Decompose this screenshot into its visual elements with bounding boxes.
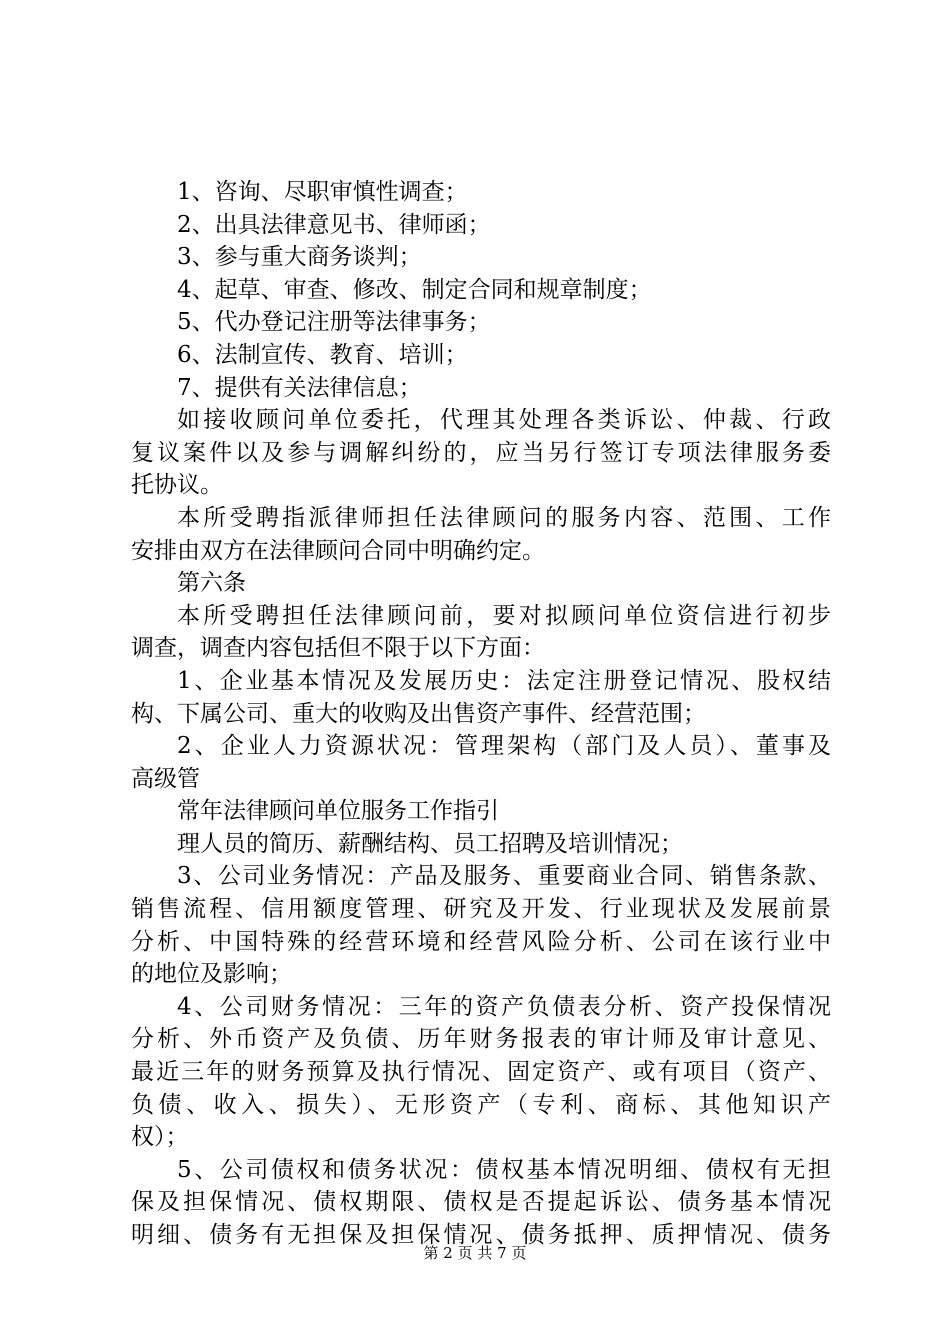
document-line: 保及担保情况、债权期限、债权是否提起诉讼、债务基本情况 bbox=[131, 1189, 831, 1216]
document-body bbox=[131, 176, 831, 1252]
document-line: 常年法律顾问单位服务工作指引 bbox=[177, 798, 499, 825]
document-line: 3、公司业务情况：产品及服务、重要商业合同、销售条款、 bbox=[177, 863, 831, 890]
document-line: 权）； bbox=[131, 1124, 189, 1151]
document-line: 1、咨询、尽职审慎性调查； bbox=[177, 179, 468, 205]
document-line: 复议案件以及参与调解纠纷的，应当另行签订专项法律服务委 bbox=[131, 439, 831, 466]
document-line: 3、参与重大商务谈判； bbox=[177, 244, 422, 271]
document-line: 最近三年的财务预算及执行情况、固定资产、或有项目（资产、 bbox=[131, 1059, 831, 1086]
document-line: 明细、债务有无担保及担保情况、债务抵押、质押情况、债务 bbox=[131, 1222, 831, 1248]
document-line: 理人员的简历、薪酬结构、员工招聘及培训情况； bbox=[177, 830, 683, 857]
document-line: 分析、外币资产及负债、历年财务报表的审计师及审计意见、 bbox=[131, 1026, 831, 1053]
document-line: 本所受聘担任法律顾问前，要对拟顾问单位资信进行初步 bbox=[177, 602, 831, 629]
document-line: 2、出具法律意见书、律师函； bbox=[177, 211, 491, 238]
document-line: 6、法制宣传、教育、培训； bbox=[177, 341, 468, 368]
document-line: 2、企业人力资源状况：管理架构（部门及人员）、董事及 bbox=[177, 733, 831, 760]
document-line: 分析、中国特殊的经营环境和经营风险分析、公司在该行业中 bbox=[131, 928, 831, 955]
document-line: 5、代办登记注册等法律事务； bbox=[177, 309, 491, 336]
document-line: 4、公司财务情况：三年的资产负债表分析、资产投保情况 bbox=[177, 993, 831, 1020]
document-line: 构、下属公司、重大的收购及出售资产事件、经营范围； bbox=[131, 700, 706, 727]
document-line: 托协议。 bbox=[131, 472, 223, 499]
document-line: 如接收顾问单位委托，代理其处理各类诉讼、仲裁、行政 bbox=[177, 407, 831, 434]
document-line: 本所受聘指派律师担任法律顾问的服务内容、范围、工作 bbox=[177, 504, 831, 531]
document-line: 第六条 bbox=[177, 570, 246, 597]
document-line: 调查，调查内容包括但不限于以下方面： bbox=[131, 635, 545, 662]
document-line: 4、起草、审查、修改、制定合同和规章制度； bbox=[177, 276, 652, 303]
document-line: 负债、收入、损失）、无形资产（专利、商标、其他知识产 bbox=[131, 1091, 831, 1118]
document-line: 1、企业基本情况及发展历史：法定注册登记情况、股权结 bbox=[177, 667, 831, 694]
document-line: 7、提供有关法律信息； bbox=[177, 374, 422, 401]
document-line: 安排由双方在法律顾问合同中明确约定。 bbox=[131, 537, 545, 564]
document-line: 5、公司债权和债务状况：债权基本情况明细、债权有无担 bbox=[177, 1156, 831, 1183]
page-footer: 第 2 页 共 7 页 bbox=[423, 1244, 527, 1262]
document-line: 的地位及影响； bbox=[131, 961, 292, 988]
document-line: 高级管 bbox=[131, 765, 200, 792]
document-line: 销售流程、信用额度管理、研究及开发、行业现状及发展前景 bbox=[131, 896, 831, 923]
